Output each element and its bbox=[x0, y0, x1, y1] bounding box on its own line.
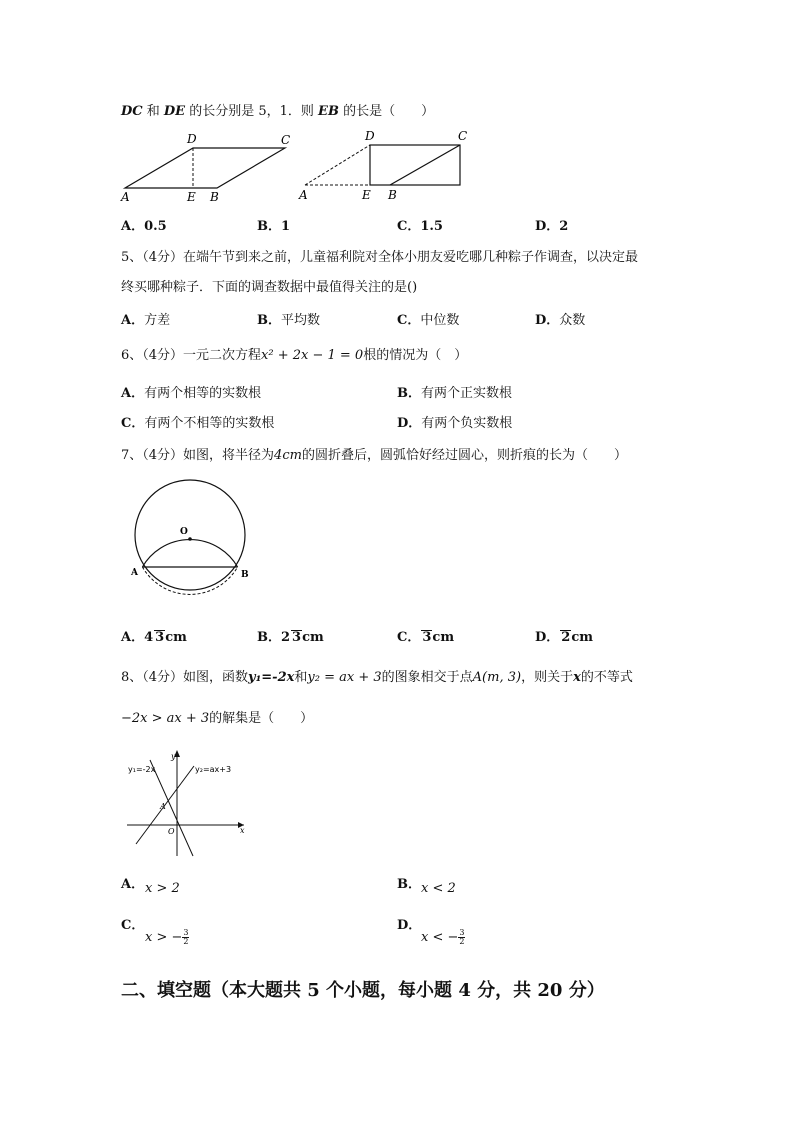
fig1-label-d: D bbox=[187, 132, 197, 146]
fig-label-a: A bbox=[160, 802, 166, 811]
fig1-label-e: E bbox=[187, 190, 196, 204]
q8-option-b-label: B． bbox=[397, 877, 421, 892]
q8-option-d-value: x < − $\frac{3}{2}$ bbox=[421, 928, 465, 946]
q7-option-a: A．4 3cm bbox=[121, 630, 187, 645]
fig2-label-a: A bbox=[299, 188, 308, 202]
q8-stem-line1: 8、（4分）如图，函数y₁=-2x和y₂ = ax + 3的图象相交于点A(m, 3)，则关于x的不等式 bbox=[121, 670, 633, 685]
q8-option-a-label: A． bbox=[121, 877, 145, 892]
fig-label-y1: y₁=-2x bbox=[128, 765, 156, 774]
q6-stem: 6、（4分）一元二次方程x² + 2x − 1 = 0根的情况为（ ） bbox=[121, 348, 468, 363]
fig-label-b: B bbox=[241, 570, 249, 580]
fig1-label-b: B bbox=[210, 190, 219, 204]
fig2-label-c: C bbox=[458, 129, 468, 143]
q5-option-b: B．平均数 bbox=[257, 313, 321, 328]
q7-option-c: C． 3cm bbox=[397, 630, 455, 645]
section2-title: 二、填空题（本大题共 5 个小题，每小题 4 分，共 20 分） bbox=[121, 980, 605, 1001]
q4-option-d: D．2 bbox=[535, 219, 569, 234]
fig-label-a: A bbox=[131, 568, 138, 578]
q6-option-a: A．有两个相等的实数根 bbox=[121, 386, 262, 401]
fig-label-o: O bbox=[168, 827, 175, 836]
q8-option-b-value: x < 2 bbox=[421, 881, 456, 896]
q5-option-c: C．中位数 bbox=[397, 313, 460, 328]
q7-option-b: B．2 3cm bbox=[257, 630, 324, 645]
q5-option-d: D．众数 bbox=[535, 313, 586, 328]
q8-option-c-value: x > − $\frac{3}{2}$ bbox=[145, 928, 189, 946]
fig-label-y-axis: y bbox=[171, 752, 176, 761]
fig2-label-d: D bbox=[365, 129, 375, 143]
q6-option-b: B．有两个正实数根 bbox=[397, 386, 513, 401]
q8-option-c-label: C． bbox=[121, 918, 145, 933]
q7-option-d: D． 2cm bbox=[535, 630, 593, 645]
q5-option-a: A．方差 bbox=[121, 313, 171, 328]
q5-stem-line2: 终买哪种粽子．下面的调查数据中最值得关注的是() bbox=[121, 280, 418, 295]
q6-option-d: D．有两个负实数根 bbox=[397, 416, 513, 431]
q8-stem-line2: −2x > ax + 3的解集是（ ） bbox=[121, 711, 314, 726]
fig-label-y2: y₂=ax+3 bbox=[195, 765, 232, 774]
q4-folded-figure bbox=[295, 126, 485, 206]
q6-option-c: C．有两个不相等的实数根 bbox=[121, 416, 275, 431]
q4-option-b: B．1 bbox=[257, 219, 291, 234]
fig2-label-b: B bbox=[388, 188, 397, 202]
fig-label-x-axis: x bbox=[240, 826, 245, 835]
q7-stem: 7、（4分）如图，将半径为4cm的圆折叠后，圆弧恰好经过圆心，则折痕的长为（ ） bbox=[121, 448, 627, 463]
fig-label-o: O bbox=[180, 527, 188, 537]
q4-option-c: C．1.5 bbox=[397, 219, 443, 234]
fig1-label-a: A bbox=[121, 190, 130, 204]
q7-circle-figure bbox=[125, 470, 265, 605]
q8-option-a-value: x > 2 bbox=[145, 881, 180, 896]
fig1-label-c: C bbox=[281, 133, 291, 147]
fig2-label-e: E bbox=[362, 188, 371, 202]
q8-option-d-label: D． bbox=[397, 918, 422, 933]
q4-parallelogram-figure bbox=[115, 128, 315, 206]
q8-graph-figure bbox=[122, 748, 252, 860]
q4-option-a: A．0.5 bbox=[121, 219, 167, 234]
q5-stem-line1: 5、（4分）在端午节到来之前，儿童福利院对全体小朋友爱吃哪几种粽子作调查，以决定最 bbox=[121, 250, 639, 265]
q4-stem: DC 和 DE 的长分别是 5，1．则 EB 的长是（ ） bbox=[121, 104, 435, 119]
